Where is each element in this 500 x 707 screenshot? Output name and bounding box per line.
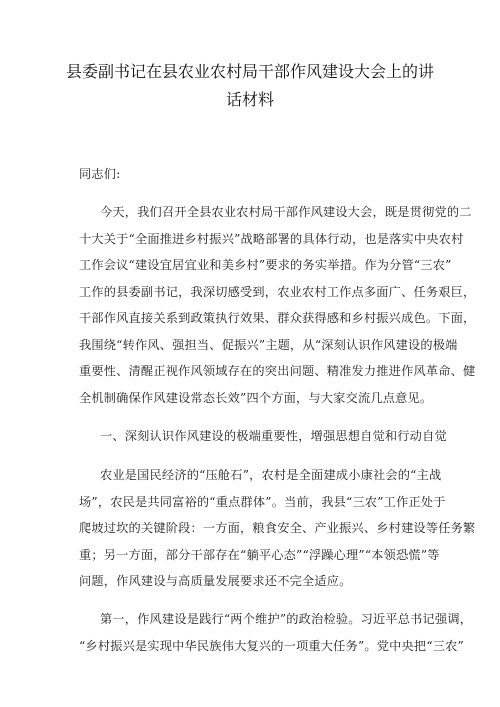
salutation: 同志们: — [79, 167, 121, 181]
paragraph-line: 工作的县委副书记，我深切感受到，农业农村工作点多面广、任务艰巨， — [79, 285, 476, 299]
document-title — [60, 58, 440, 114]
paragraph-line: 十大关于“全面推进乡村振兴”战略部署的具体行动，也是落实中央农村 — [79, 232, 464, 246]
section-heading-1: 一、深刻认识作风建设的极端重要性，增强思想自觉和行动自觉 — [100, 429, 447, 443]
paragraph-line: 农业是国民经济的“压舱石”，农村是全面建成小康社会的“主战 — [100, 468, 442, 482]
paragraph-line: 爬坡过坎的关键阶段：一方面，粮食安全、产业振兴、乡村建设等任务繁 — [79, 521, 476, 535]
title-line-1: 县委副书记在县农业农村局干部作风建设大会上的讲 — [65, 62, 434, 81]
paragraph-line: 今天，我们召开全县农业农村局干部作风建设大会，既是贯彻党的二 — [100, 205, 472, 219]
paragraph-line: 干部作风直接关系到政策执行效果、群众获得感和乡村振兴成色。下面， — [79, 311, 476, 325]
paragraph-line: “乡村振兴是实现中华民族伟大复兴的一项重大任务”。党中央把“三农” — [79, 639, 464, 653]
title-line-2: 话材料 — [225, 90, 274, 109]
paragraph-line: 第一，作风建设是践行“两个维护”的政治检验。习近平总书记强调， — [100, 612, 473, 626]
paragraph-line: 场”，农民是共同富裕的“重点群体”。当前，我县“三农”工作正处于 — [79, 495, 446, 509]
paragraph-line: 重；另一方面，部分干部存在“躺平心态”“浮躁心理”“本领恐慌”等 — [79, 548, 440, 562]
paragraph-line: 问题，作风建设与高质量发展要求还不完全适应。 — [79, 574, 352, 588]
paragraph-line: 工作会议“建设宜居宜业和美乡村”要求的务实举措。作为分管“三农” — [79, 258, 452, 272]
paragraph-line: 我围绕“转作风、强担当、促振兴”主题，从“深刻认识作风建设的极端 — [79, 338, 458, 352]
paragraph-line: 重要性、清醒正视作风领域存在的突出问题、精准发力推进作风革命、健 — [79, 364, 476, 378]
paragraph-line: 全机制确保作风建设常态长效”四个方面，与大家交流几点意见。 — [79, 391, 433, 405]
